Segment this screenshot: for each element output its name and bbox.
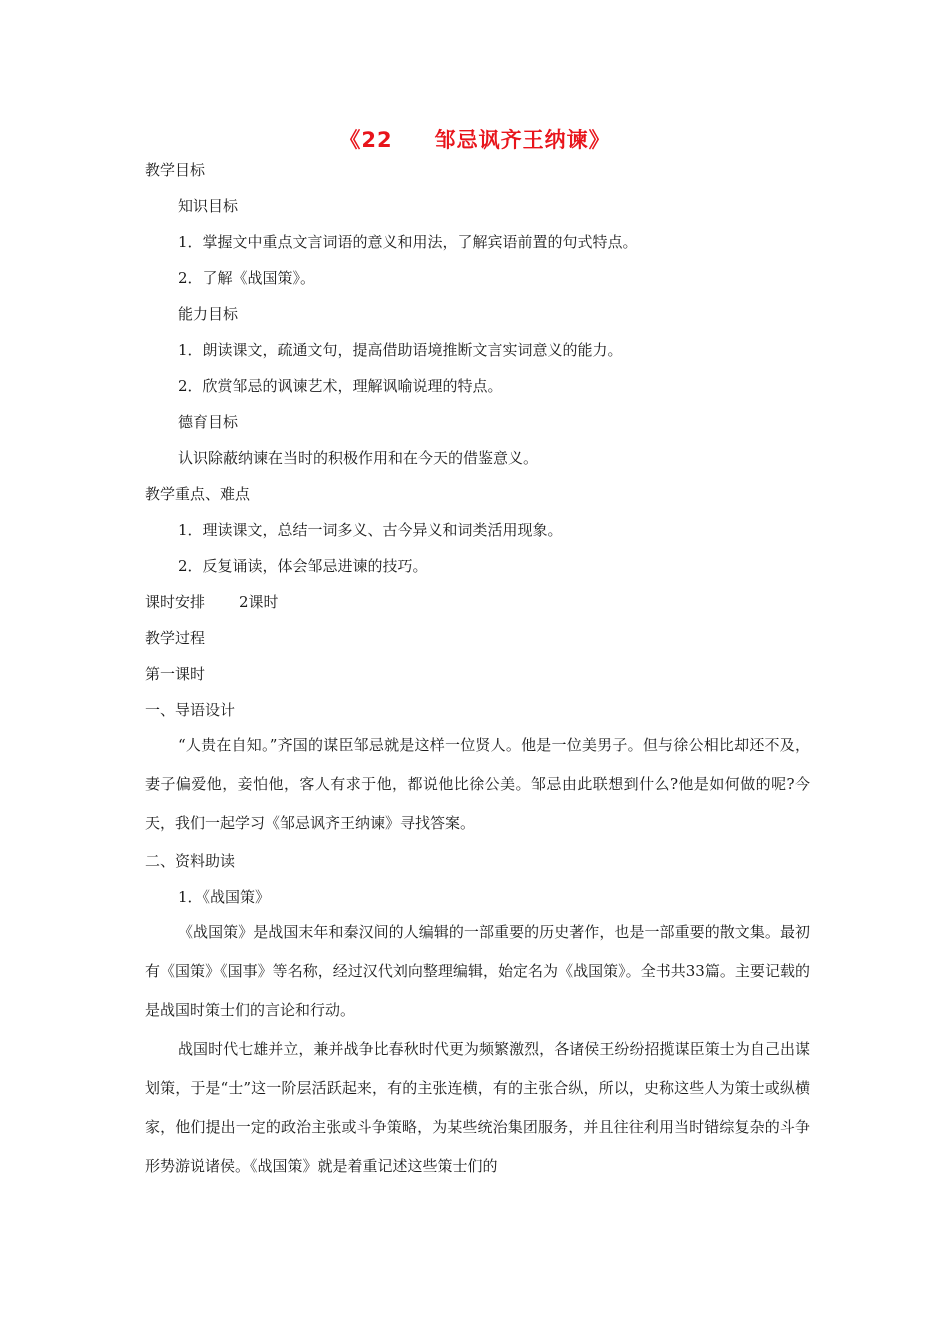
page-title xyxy=(0,124,950,154)
paragraph-intro: “人贵在自知。”齐国的谋臣邹忌就是这样一位贤人。他是一位美男子。但与徐公相比却还不及，妻子偏爱他，妾怕他，客人有求于他，都说他比徐公美。邹忌由此联想到什么?他是如何做的呢?今天，我们一起学习《邹忌讽齐王纳谏》寻找答案。 xyxy=(145,736,810,832)
heading-teaching-process: 教学过程 xyxy=(145,629,206,647)
list-item: 1．朗读课文，疏通文句，提高借助语境推断文言实词意义的能力。 xyxy=(178,341,623,359)
list-item: 认识除蔽纳谏在当时的积极作用和在今天的借鉴意义。 xyxy=(178,449,539,467)
title-number: 《22 xyxy=(339,128,393,152)
heading-first-lesson: 第一课时 xyxy=(145,665,206,683)
list-item: 1．理读课文，总结一词多义、古今异义和词类活用现象。 xyxy=(178,521,563,539)
subsection-zhanguoce: 1．《战国策》 xyxy=(178,888,271,906)
schedule-value: 2课时 xyxy=(239,593,279,611)
subheading-moral-goals: 德育目标 xyxy=(178,413,239,431)
list-item: 2．反复诵读，体会邹忌进谏的技巧。 xyxy=(178,557,428,575)
section-materials: 二、资料助读 xyxy=(145,852,236,870)
title-text: 邹忌讽齐王纳谏》 xyxy=(434,128,611,152)
paragraph-zhanguoce: 《战国策》是战国末年和秦汉间的人编辑的一部重要的历史著作，也是一部重要的散文集。最初有《国策》《国事》等名称，经过汉代刘向整理编辑，始定名为《战国策》。全书共33篇。主要记载的是战国时策士们的言论和行动。 xyxy=(145,923,810,1019)
schedule-label: 课时安排 xyxy=(145,593,206,611)
schedule-line xyxy=(145,584,810,620)
list-item: 2．欣赏邹忌的讽谏艺术，理解讽喻说理的特点。 xyxy=(178,377,503,395)
section-intro-design: 一、导语设计 xyxy=(145,701,236,719)
paragraph-warring-states: 战国时代七雄并立，兼并战争比春秋时代更为频繁激烈，各诸侯王纷纷招揽谋臣策士为自己出谋划策，于是“士”这一阶层活跃起来，有的主张连横，有的主张合纵，所以，史称这些人为策士或纵横家，他们提出一定的政治主张或斗争策略，为某些统治集团服务，并且往往利用当时错综复杂的斗争形势游说诸侯。《战国策》就是着重记述这些策士们的 xyxy=(145,1040,810,1175)
subheading-knowledge-goals: 知识目标 xyxy=(178,197,239,215)
document-body xyxy=(145,152,810,1186)
list-item: 1．掌握文中重点文言词语的意义和用法，了解宾语前置的句式特点。 xyxy=(178,233,638,251)
heading-teaching-goals: 教学目标 xyxy=(145,161,206,179)
heading-key-points: 教学重点、难点 xyxy=(145,485,251,503)
subheading-ability-goals: 能力目标 xyxy=(178,305,239,323)
list-item: 2．了解《战国策》。 xyxy=(178,269,316,287)
